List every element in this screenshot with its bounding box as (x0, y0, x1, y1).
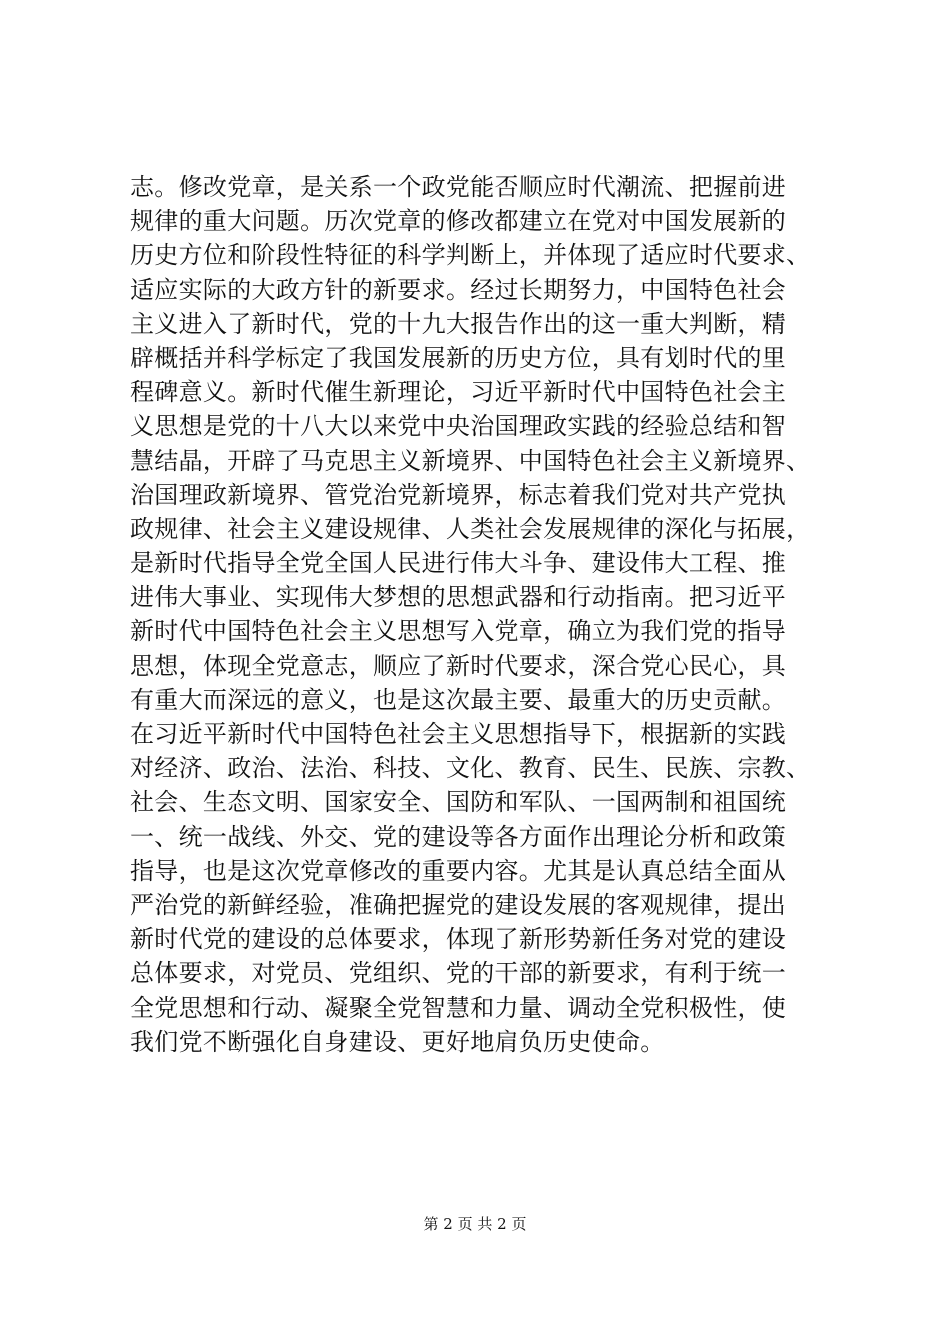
text-line: 全党思想和行动、凝聚全党智慧和力量、调动全党积极性，使 (130, 993, 787, 1022)
text-line: 在习近平新时代中国特色社会主义思想指导下，根据新的实践 (130, 720, 787, 748)
text-line: 是新时代指导全党全国人民进行伟大斗争、建设伟大工程、推 (130, 549, 787, 578)
text-line: 新时代党的建设的总体要求，体现了新形势新任务对党的建设 (130, 925, 787, 954)
text-line: 指导，也是这次党章修改的重要内容。尤其是认真总结全面从 (130, 856, 787, 885)
text-line: 辟概括并科学标定了我国发展新的历史方位，具有划时代的里 (130, 343, 787, 372)
text-line: 总体要求，对党员、党组织、党的干部的新要求，有利于统一 (130, 959, 787, 988)
text-line: 有重大而深远的意义，也是这次最主要、最重大的历史贡献。 (130, 685, 787, 714)
page-number: 第 2 页 共 2 页 (423, 1215, 527, 1233)
text-line: 适应实际的大政方针的新要求。经过长期努力，中国特色社会 (130, 275, 787, 304)
text-line: 慧结晶，开辟了马克思主义新境界、中国特色社会主义新境界、 (130, 446, 811, 475)
text-line: 治国理政新境界、管党治党新境界，标志着我们党对共产党执 (130, 480, 787, 509)
text-line: 社会、生态文明、国家安全、国防和军队、一国两制和祖国统 (130, 788, 787, 817)
text-line: 新时代中国特色社会主义思想写入党章，确立为我们党的指导 (130, 617, 787, 646)
text-line: 严治党的新鲜经验，准确把握党的建设发展的客观规律，提出 (130, 890, 787, 919)
text-line: 我们党不断强化自身建设、更好地肩负历史使命。 (130, 1027, 665, 1056)
text-line: 对经济、政治、法治、科技、文化、教育、民生、民族、宗教、 (130, 754, 811, 783)
text-line: 一、统一战线、外交、党的建设等各方面作出理论分析和政策 (130, 822, 787, 851)
text-line: 志。修改党章，是关系一个政党能否顺应时代潮流、把握前进 (130, 173, 787, 201)
text-line: 思想，体现全党意志，顺应了新时代要求，深合党心民心，具 (130, 651, 787, 680)
text-line: 历史方位和阶段性特征的科学判断上，并体现了适应时代要求、 (130, 241, 811, 270)
text-line: 进伟大事业、实现伟大梦想的思想武器和行动指南。把习近平 (130, 583, 787, 612)
text-line: 主义进入了新时代，党的十九大报告作出的这一重大判断，精 (130, 309, 787, 338)
text-line: 政规律、社会主义建设规律、人类社会发展规律的深化与拓展， (130, 514, 811, 543)
text-line: 程碑意义。新时代催生新理论，习近平新时代中国特色社会主 (130, 378, 787, 407)
text-line: 规律的重大问题。历次党章的修改都建立在党对中国发展新的 (130, 207, 787, 236)
text-line: 义思想是党的十八大以来党中央治国理政实践的经验总结和智 (130, 412, 787, 441)
body-text (130, 170, 830, 1059)
page-footer (0, 1214, 950, 1234)
